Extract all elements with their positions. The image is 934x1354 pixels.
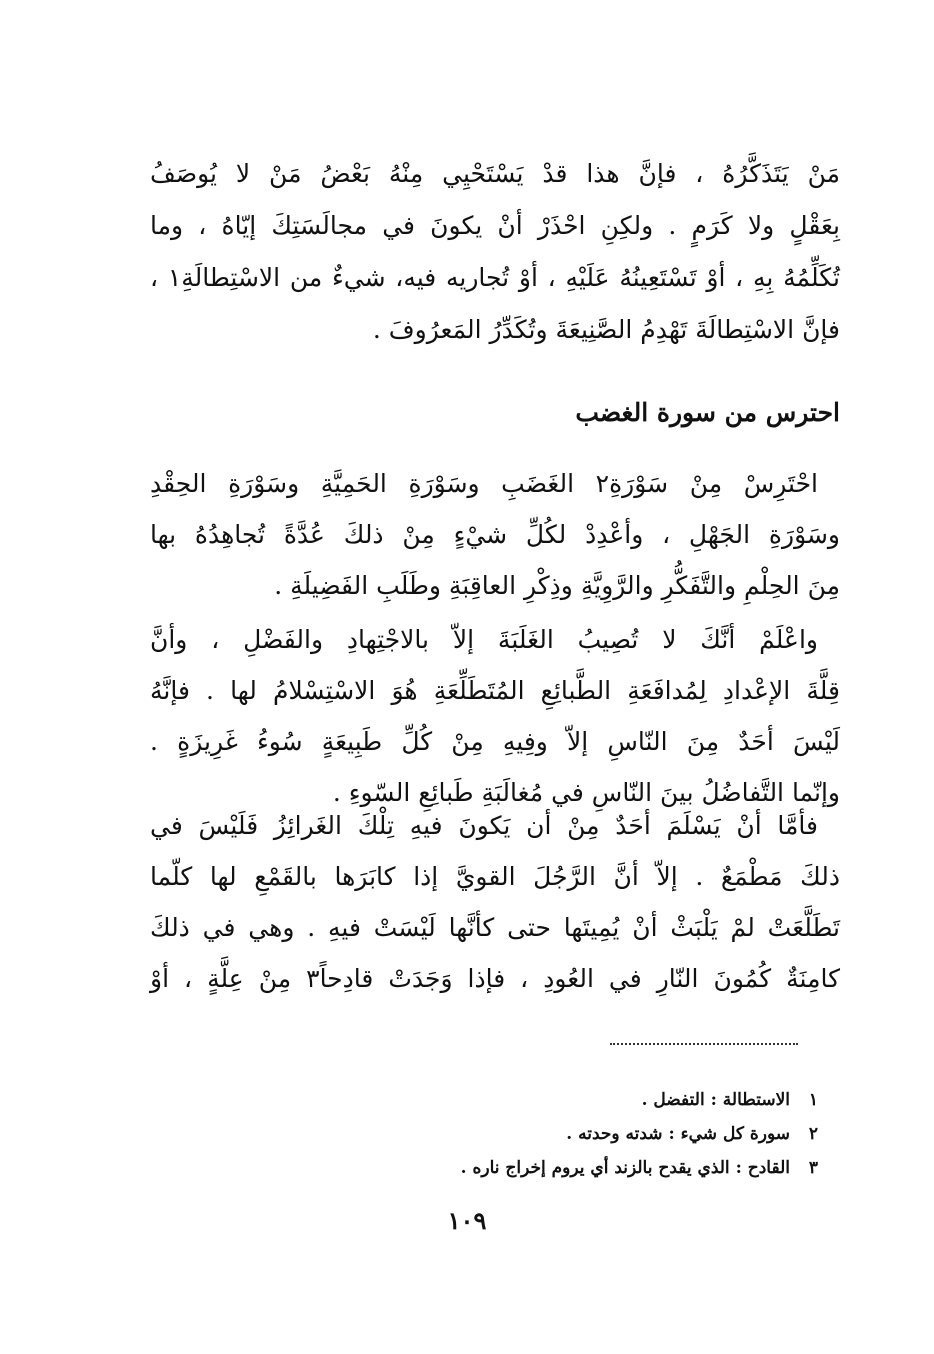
footnote-text: الاستطالة : التفضل . xyxy=(641,1090,790,1110)
text-line: احْتَرِسْ مِنْ سَوْرَةِ٢ الغَضَبِ وسَوْرَةِ الحَمِيَّةِ وسَوْرَةِ الحِقْدِ xyxy=(150,469,818,498)
paragraph-3 xyxy=(150,614,840,818)
page-number: ١٠٩ xyxy=(447,1206,487,1235)
footnote-item xyxy=(300,1151,818,1185)
paragraph-2 xyxy=(150,458,840,611)
text-line: لَيْسَ أحَدٌ مِنَ النّاسِ إلاّ وفِيهِ مِنْ كُلِّ طَبِيعَةٍ سُوءُ غَرِيزَةٍ . xyxy=(150,727,840,756)
footnote-number: ٢ xyxy=(808,1124,818,1144)
paragraph-1 xyxy=(150,148,840,356)
paragraph-4 xyxy=(150,800,840,1004)
footnote-text: القادح : الذي يقدح بالزند أي يروم إخراج ناره . xyxy=(460,1158,790,1178)
text-line: كامِنَةٌ كُمُونَ النّارِ في العُودِ ، فإذا وَجَدَتْ قادِحاً٣ مِنْ عِلَّةٍ ، أوْ xyxy=(150,964,840,993)
footnote-separator xyxy=(610,1043,798,1045)
text-line: بِعَقْلٍ ولا كَرَمٍ . ولكِنِ احْذَرْ أنْ يكونَ في مجالَسَتِكَ إيّاهُ ، وما xyxy=(150,211,840,240)
text-line: قِلَّةَ الإعْدادِ لِمُدافَعَةِ الطَّبائِعِ المُتَطَلِّعَةِ هُوَ الاسْتِسْلامُ لها . فإنَّهُ xyxy=(150,676,840,705)
section-heading: احترس من سورة الغضب xyxy=(575,398,840,427)
text-line: وسَوْرَةِ الجَهْلِ ، وأعْدِدْ لكُلِّ شيْءٍ مِنْ ذلكَ عُدَّةً تُجاهِدُهُ بها xyxy=(150,520,840,549)
text-line: مَنْ يَتَذَكَّرُهُ ، فإنَّ هذا قدْ يَسْتَحْيِي مِنْهُ بَعْضُ مَنْ لا يُوصَفُ xyxy=(150,159,840,188)
text-line: تُكَلِّمُهُ بِهِ ، أوْ تَسْتَعِينُهُ عَلَيْهِ ، أوْ تُجاريه فيه، شيءٌ من الاسْتِطالَةِ١ ، xyxy=(150,263,840,292)
footnote-item xyxy=(300,1083,818,1117)
text-line: وإنّما التَّفاضُلُ بينَ النّاسِ في مُغالَبَةِ طَبائِعِ السّوءِ . xyxy=(332,778,840,807)
text-line: ذلكَ مَطْمَعٌ . إلاّ أنَّ الرَّجُلَ القويَّ إذا كابَرَها بالقَمْعِ لها كلّما xyxy=(150,862,840,891)
footnote-item xyxy=(300,1117,818,1151)
text-line: تَطَلَّعَتْ لمْ يَلْبَثْ أنْ يُمِيتَها حتى كأنَّها لَيْسَتْ فيهِ . وهي في ذلكَ xyxy=(150,913,840,942)
footnotes xyxy=(300,1083,818,1185)
text-line: واعْلَمْ أنَّكَ لا تُصِيبُ الغَلَبَةَ إلاّ بالاجْتِهادِ والفَضْلِ ، وأنَّ xyxy=(150,625,818,654)
footnote-number: ١ xyxy=(808,1090,818,1110)
footnote-text: سورة كل شيء : شدته وحدته . xyxy=(566,1124,790,1144)
text-line: فإنَّ الاسْتِطالَةَ تَهْدِمُ الصَّنِيعَةَ وتُكَدِّرُ المَعرُوفَ . xyxy=(372,315,840,344)
footnote-number: ٣ xyxy=(808,1158,818,1178)
text-line: فأمَّا أنْ يَسْلَمَ أحَدٌ مِنْ أن يَكونَ فيهِ تِلْكَ الغَرائِزُ فَلَيْسَ في xyxy=(150,811,818,840)
text-line: مِنَ الحِلْمِ والتَّفَكُّرِ والرَّوِيَّةِ وذِكْرِ العاقِبَةِ وطَلَبِ الفَضِيلَةِ . xyxy=(274,571,840,600)
